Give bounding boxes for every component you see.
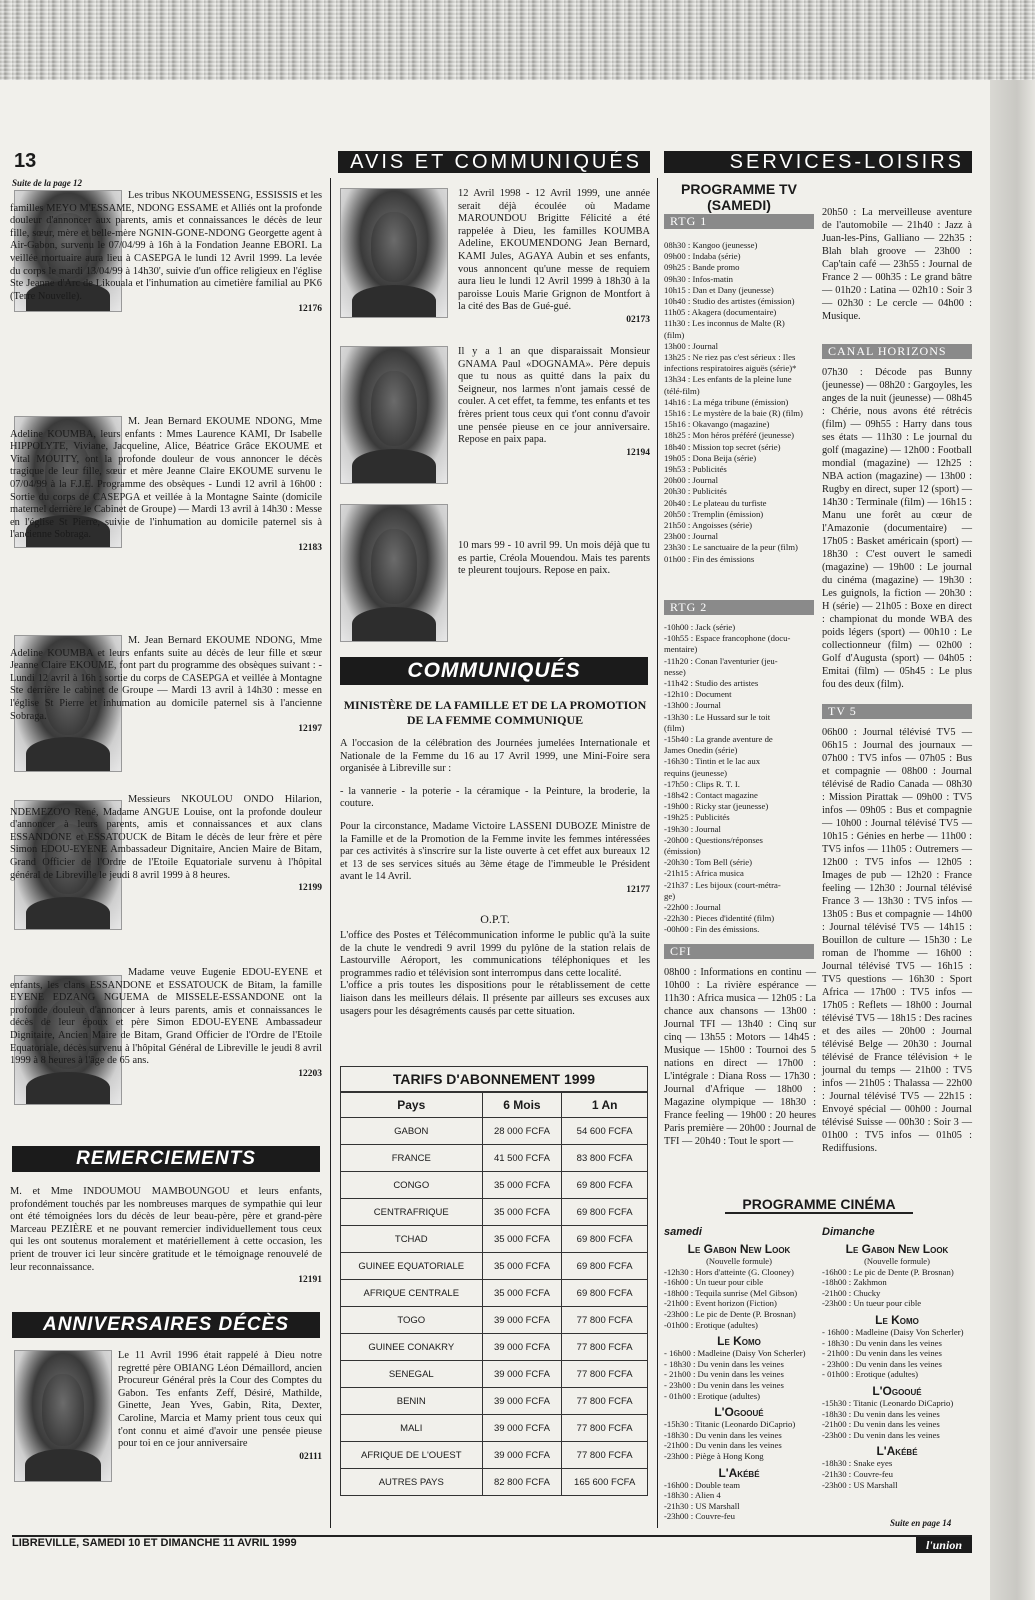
- program-line: -19h00 : Ricky star (jeunesse): [664, 801, 769, 812]
- program-line: 10h15 : Dan et Dany (jeunesse): [664, 284, 774, 295]
- program-line: -11h20 : Conan l'aventurier (jeu-: [664, 655, 778, 666]
- showtime: -23h00 : Du venin dans les veines: [822, 1429, 940, 1440]
- program-line: -11h42 : Studio des artistes: [664, 678, 759, 689]
- showtime: - 18h30 : Du venin dans les veines: [822, 1337, 942, 1348]
- table-cell: 35 000 FCFA: [482, 1226, 562, 1253]
- ministere-title: MINISTÈRE DE LA FAMILLE ET DE LA PROMOTION DE LA FEMME COMMUNIQUE: [343, 698, 647, 727]
- program-line: 01h00 : Fin des émissions: [664, 553, 755, 564]
- showtime: -18h30 : Alien 4: [664, 1490, 721, 1501]
- table-cell: 77 800 FCFA: [562, 1334, 648, 1361]
- table-row: [341, 1280, 648, 1307]
- table-row: [341, 1253, 648, 1280]
- table-row: [341, 1307, 648, 1334]
- remerciements-banner: REMERCIEMENTS: [12, 1146, 320, 1172]
- table-cell: TCHAD: [341, 1226, 483, 1253]
- section-header-services: SERVICES-LOISIRS: [664, 151, 972, 173]
- program-line: mentaire): [664, 644, 698, 655]
- channel-header-rtg1: RTG 1: [664, 214, 814, 229]
- table-cell: SENEGAL: [341, 1361, 483, 1388]
- showtime: - 21h00 : Du venin dans les veines: [664, 1369, 784, 1380]
- table-cell: 83 800 FCFA: [562, 1145, 648, 1172]
- table-row: [341, 1226, 648, 1253]
- program-line: -13h30 : Le Hussard sur le toit: [664, 711, 771, 722]
- program-line: 13h00 : Journal: [664, 340, 719, 351]
- showtime: -21h00 : Event horizon (Fiction): [664, 1298, 777, 1309]
- table-cell: AFRIQUE DE L'OUEST: [341, 1442, 483, 1469]
- obituary-notice: 10 mars 99 - 10 avril 99. Un mois déjà que tu es partie, Créola Mouendou. Mais tes parents te pleurent toujours. Repose en paix.: [458, 540, 650, 577]
- showtime: -21h00 : Du venin dans les veines: [822, 1419, 940, 1430]
- table-cell: 35 000 FCFA: [482, 1172, 562, 1199]
- portrait-photo: [14, 1350, 112, 1482]
- showtime: -18h30 : Snake eyes: [822, 1458, 893, 1469]
- page-edge: [990, 80, 1035, 1600]
- obituary-notice: Madame veuve Eugenie EDOU-EYENE et enfants, les clans ESSANDONE et ESSATOUCK de Bitam, la famille EYENE EDZANG NGUEMA de MISSELE-ESSANDONE ont la profonde douleur d'annoncer à leurs parents, amis et connaissances le décès de leur époux et père Simon EDOU-EYENE Ambassadeur Dignitaire, Ancien Maire de Bitam, Grand Officier de l'Ordre de l'Etoile Equatoriale, décès survenu à l'hôpital Général de Libreville le jeudi 8 avril 1999 à 8 heures à l'âge de 65 ans. 12203: [10, 967, 322, 1079]
- table-cell: 39 000 FCFA: [482, 1415, 562, 1442]
- showtime: -23h00 : US Marshall: [822, 1479, 898, 1490]
- table-row: [341, 1361, 648, 1388]
- tarifs-box: [340, 1066, 648, 1496]
- table-row: [341, 1172, 648, 1199]
- program-line: 23h00 : Journal: [664, 531, 719, 542]
- program-line: 14h16 : La méga tribune (émission): [664, 396, 789, 407]
- program-line: nesse): [664, 666, 686, 677]
- showtime: -18h00 : Zakhmon: [822, 1277, 887, 1288]
- opt-communique: L'office des Postes et Télécommunication informe le public qu'à la suite de la chute le vendredi 9 avril 1999 du pylône de la station relais de Lastourville Aéroport, les communications téléphoniques et les programmes radio et télévision sont interrompus dans cette localité. L'office a pris toutes les dispositions pour le rétablissement de cette liaison dans les meilleurs délais. Il présente par ailleurs ses excuses aux usagers pour les désagréments causés par cette situation.: [340, 930, 650, 1017]
- table-cell: GUINEE EQUATORIALE: [341, 1253, 483, 1280]
- table-cell: CENTRAFRIQUE: [341, 1199, 483, 1226]
- showtime: -16h00 : Un tueur pour cible: [664, 1277, 764, 1288]
- tv5-schedule: 06h00 : Journal télévisé TV5 — 06h15 : Journal des journaux — 07h00 : TV5 infos — 07h05 : Bus et compagnie — 08h00 : Journal télévisé de Radio Canada — 08h30 : Mission Pirattak — 09h00 : TV5 infos — 09h05 : Bus et compagnie — 10h00 : Journal télévisé TV5 — 10h15 : Génies en herbe — 11h00 : TV5 infos — 11h05 : Outremers — 12h00 : TV5 infos — 12h05 : Images de pub — 12h20 : France feeling — 12h30 : Journal télévisé France 3 — 13h30 : TV5 infos — 13h05 : Bus et compagnie — 14h00 : Journal télévisé TV5 — 14h15 : Bouillon de culture — 15h30 : Le roman de l'homme — 16h00 : Journal télévisé TV5 — 16h15 : TV5 questions — 16h30 : Sport Africa — 17h00 : TV5 infos — 17h05 : Reflets — 18h00 : Journal télévisé TV5 — 18h15 : Des racines et des ailes — 20h00 : Journal télévisé Belge — 20h30 : Journal télévisé de France télévision + le journal du temps — 21h00 : TV5 infos — 21h05 : Thalassa — 22h00 : Journal télévisé TV5 — 22h15 : Envoyé spécial — 00h00 : Journal télévisé Suisse — 00h30 : Soir 3 — 01h00 : TV5 infos — 01h05 : Rediffusions.: [822, 727, 972, 1154]
- table-cell: 69 800 FCFA: [562, 1172, 648, 1199]
- program-line: 15h16 : Le mystère de la baie (R) (film): [664, 408, 803, 419]
- table-cell: 39 000 FCFA: [482, 1388, 562, 1415]
- table-row: [341, 1199, 648, 1226]
- program-line: (émission): [664, 846, 701, 857]
- program-line: -22h30 : Pieces d'identité (film): [664, 913, 775, 924]
- program-line: requins (jeunesse): [664, 767, 727, 778]
- theatre-subtitle: (Nouvelle formule): [864, 1256, 930, 1266]
- program-line: -10h00 : Jack (série): [664, 622, 736, 632]
- table-cell: 77 800 FCFA: [562, 1361, 648, 1388]
- table-cell: TOGO: [341, 1307, 483, 1334]
- table-row: [341, 1388, 648, 1415]
- table-cell: 35 000 FCFA: [482, 1253, 562, 1280]
- showtime: - 23h00 : Du venin dans les veines: [822, 1358, 942, 1369]
- program-line: -19h30 : Journal: [664, 823, 721, 834]
- showtime: - 18h30 : Du venin dans les veines: [664, 1358, 784, 1369]
- table-cell: 41 500 FCFA: [482, 1145, 562, 1172]
- cinema-title: PROGRAMME CINÉMA: [725, 1196, 913, 1214]
- program-line: 09h25 : Bande promo: [664, 262, 740, 273]
- cinema-dimanche: [822, 1226, 972, 1490]
- program-line: 19h05 : Dona Beija (série): [664, 452, 757, 463]
- program-line: 20h30 : Publicités: [664, 486, 727, 497]
- theatre-name: L'Akébé: [876, 1444, 918, 1459]
- program-line: 09h00 : Indaba (série): [664, 251, 741, 262]
- program-line: 21h50 : Angoisses (série): [664, 520, 753, 531]
- obituary-notice: M. Jean Bernard EKOUME NDONG, Mme Adeline KOUMBA, leurs enfants : Mmes Laurence KAMI, Dr Isabelle HIPPOLYTE, Viviane, Jacqueline, Alice, Béatrice Grâce EKOUME et Vital MOUITY, ont la profonde douleur de vous annoncer le décès tragique de leur fille, sœur et mère Jeanne Claire EKOUME survenu le 07/04/99 à la F.J.E. Programme des obsèques - Lundi 12 avril à 16h00 : Sortie du corps de CASEPGA et veillée à la Montagne Sainte (domicile maternel derrière le Cabinet de Groupe) — Mardi 13 avril à 14h30 : Messe en l'église St Pierre, suivie de l'inhumation au domicile paternel sis à l'ancienne Sobraga. 12183: [10, 416, 322, 553]
- program-line: 10h40 : Studio des artistes (émission): [664, 296, 795, 307]
- showtime: - 21h00 : Du venin dans les veines: [822, 1348, 942, 1359]
- table-cell: 28 000 FCFA: [482, 1118, 562, 1145]
- showtime: -01h00 : Erotique (adultes): [664, 1319, 758, 1330]
- rtg1-schedule: [664, 240, 816, 565]
- program-line: -22h00 : Journal: [664, 902, 721, 913]
- tarifs-table: [340, 1092, 648, 1496]
- portrait-photo: [340, 188, 448, 318]
- program-line: (télé-film): [664, 385, 700, 396]
- page-footer: [12, 1535, 972, 1553]
- day-label: Dimanche: [822, 1226, 875, 1238]
- showtime: -23h00 : Piège à Hong Kong: [664, 1450, 764, 1461]
- showtime: -12h30 : Hors d'atteinte (G. Clooney): [664, 1266, 794, 1277]
- table-cell: AUTRES PAYS: [341, 1469, 483, 1496]
- obituary-notice: Les tribus NKOUMESSENG, ESSISSIS et les familles MEYO M'ESSAME, NDONG ESSAME et Alliés ont la profonde douleur d'annoncer aux parents, amis et connaissances le décès de leur fille, sœur, mère et belle-mère NGNIN-GONE-NDONG Georgette agent à Air-Gabon, survenu le 07/04/99 à 16h à la Fondation Jeanne EBORI. La veillée mortuaire aura lieu à CASEPGA le lundi 12 Avril 1999. La levée du corps le mardi 13/04/99 à 14h30', suivie d'un office religieux en l'église Ste Jeanne d'Arc de Likouala et l'inhumation au cimetière familial au PK6 (Terre Nouvelle). 12176: [10, 190, 322, 315]
- program-line: -16h30 : Tintin et le lac aux: [664, 756, 761, 767]
- showtime: - 01h00 : Erotique (adultes): [822, 1369, 919, 1380]
- table-row: [341, 1334, 648, 1361]
- page-number: 13: [14, 150, 37, 172]
- portrait-photo: [340, 346, 448, 484]
- footer-dateline: LIBREVILLE, SAMEDI 10 ET DIMANCHE 11 AVRIL 1999: [12, 1537, 297, 1549]
- tarifs-title: TARIFS D'ABONNEMENT 1999: [340, 1066, 648, 1092]
- program-line: 13h25 : Ne riez pas c'est sérieux : Iles: [664, 352, 796, 363]
- program-line: 20h40 : Le plateau du turfiste: [664, 497, 767, 508]
- obituary-notice: 12 Avril 1998 - 12 Avril 1999, une année serait déjà écoulée où Madame MAROUNDOU Brigitte Félicité a été rappelée à Dieu, les familles KOUMBA Adeline, EKOUMENDONG Jean Bernard, KAMI Jules, AGAYA Aubin et ses enfants, vous annoncent qu'une messe de requiem aura lieu le lundi 12 Avril 1999 à 18h30 à la paroisse Louis Marie Grignon de Montfort à la cité des Bas de Gué-gué. 02173: [458, 188, 650, 325]
- cfi-schedule: 08h00 : Informations en continu — 10h00 : La rivière espérance — 11h30 : Africa musica — 12h05 : La chance aux chansons — 13h00 : Journal TFI — 13h40 : Cinq sur cinq — 13h55 : Motors — 14h45 : Musique — 15h00 : Tournoi des 5 nations en direct — 17h00 : L'intégrale : Diana Ross — 17h30 : Journal d'Afrique — 18h00 : Magazine olympique — 18h30 : France feeling — 19h00 : 20 heures Paris première — 20h00 : Journal de TFI — 20h40 : Tout le sport —: [664, 967, 816, 1147]
- program-line: 19h53 : Publicités: [664, 464, 727, 475]
- table-cell: 69 800 FCFA: [562, 1280, 648, 1307]
- showtime: -15h30 : Titanic (Leonardo DiCaprio): [822, 1397, 954, 1408]
- showtime: -16h00 : Le pic de Dente (P. Brosnan): [822, 1266, 954, 1277]
- program-line: infections respiratoires aiguës (série)*: [664, 363, 797, 374]
- channel-header-canal-horizons: CANAL HORIZONS: [822, 344, 972, 359]
- showtime: -23h00 : Le pic de Dente (P. Brosnan): [664, 1308, 796, 1319]
- table-cell: GABON: [341, 1118, 483, 1145]
- channel-header-rtg2: RTG 2: [664, 600, 814, 615]
- table-cell: AFRIQUE CENTRALE: [341, 1280, 483, 1307]
- program-line: -17h50 : Clips R. T. I.: [664, 778, 740, 789]
- showtime: -16h00 : Double team: [664, 1479, 740, 1490]
- remerciements-notice: M. et Mme INDOUMOU MAMBOUNGOU et leurs enfants, profondément touchés par les nombreuses marques de sympathie qui leur ont été témoignées lors du décès de leur beau-père, père et grand-père Marceau PEZIÈRE et ne pouvant remercier individuellement tous ceux qui les ont soutenus moralement et matériellement à cette occasion, les prient de trouver ici leur sincère gratitude et le témoignage renouvelé de leur reconnaissance. 12191: [10, 1186, 322, 1286]
- column-header: Pays: [341, 1093, 483, 1118]
- table-cell: 39 000 FCFA: [482, 1334, 562, 1361]
- table-row: [341, 1145, 648, 1172]
- theatre-name: L'Akébé: [718, 1465, 760, 1480]
- table-cell: 69 800 FCFA: [562, 1253, 648, 1280]
- table-cell: 165 600 FCFA: [562, 1469, 648, 1496]
- showtime: - 16h00 : Madleine (Daisy Von Scherler): [822, 1326, 964, 1337]
- channel-header-cfi: CFI: [664, 944, 814, 959]
- showtime: - 23h00 : Du venin dans les veines: [664, 1379, 784, 1390]
- table-row: [341, 1469, 648, 1496]
- table-cell: 77 800 FCFA: [562, 1388, 648, 1415]
- opt-title: O.P.T.: [480, 912, 510, 926]
- showtime: -18h30 : Du venin dans les veines: [822, 1408, 940, 1419]
- table-cell: CONGO: [341, 1172, 483, 1199]
- day-label: samedi: [664, 1226, 702, 1238]
- table-cell: 39 000 FCFA: [482, 1442, 562, 1469]
- tv-program-title: PROGRAMME TV (SAMEDI): [681, 181, 797, 213]
- table-cell: 77 800 FCFA: [562, 1307, 648, 1334]
- obituary-notice: M. Jean Bernard EKOUME NDONG, Mme Adeline KOUMBA et leurs enfants suite au décès de leur fille et sœur Jeanne Claire EKOUME, font part du programme des obsèques suivant : - Lundi 12 avril à 16h : sortie du corps de CASEPGA et veillée à Montagne Ste derrière le cabinet de Groupe — Mardi 13 avril à 14h30 : messe en l'église St Pierre et inhumation au domicile paternel sis à l'ancienne Sobraga. 12197: [10, 635, 322, 735]
- showtime: -15h30 : Titanic (Leonardo DiCaprio): [664, 1419, 796, 1430]
- table-cell: 69 800 FCFA: [562, 1226, 648, 1253]
- table-cell: 69 800 FCFA: [562, 1199, 648, 1226]
- showtime: -21h30 : Couvre-feu: [822, 1468, 893, 1479]
- table-cell: 77 800 FCFA: [562, 1415, 648, 1442]
- table-cell: 35 000 FCFA: [482, 1280, 562, 1307]
- table-cell: 39 000 FCFA: [482, 1307, 562, 1334]
- france2-schedule: 20h50 : La merveilleuse aventure de l'automobile — 21h40 : Jazz à Juan-les-Pins, Galliano — 22h35 : Blah blah groove — 23h00 : Cap'tain café — 23h55 : Journal de France 2 — 00h35 : Le grand bâtre — 01h20 : Latina — 02h10 : Soir 3 — 02h30 : Le cercle — 04h00 : Musique.: [822, 207, 972, 322]
- showtime: -21h00 : Chucky: [822, 1287, 881, 1298]
- program-line: ge): [664, 890, 676, 901]
- showtime: -18h00 : Tequila sunrise (Mel Gibson): [664, 1287, 798, 1298]
- anniversaires-banner: ANNIVERSAIRES DÉCÈS: [12, 1312, 320, 1338]
- newspaper-logo: l'union: [916, 1537, 972, 1553]
- program-line: 18h25 : Mon héros préféré (jeunesse): [664, 430, 795, 441]
- obituary-notice: Messieurs NKOULOU ONDO Hilarion, NDEMEZO'O René, Madame ANGUE Louise, ont la profonde douleur d'annoncer à leurs parents, amis et connaissances et aux clans ESSANDONE et ESSATOUCK de Bitam le décès de leur frère et père Simon EDOU-EYENE Ambassadeur Dignitaire, Ancien Maire de Bitam, Grand Officier de l'Ordre de l'Etoile Equatoriale survenu à l'hôpital général de Libreville le jeudi 8 avril 1999 à 8 heures. 12199: [10, 794, 322, 894]
- program-line: -21h37 : Les bijoux (court-métra-: [664, 879, 781, 890]
- table-row: [341, 1415, 648, 1442]
- program-line: 09h30 : Infos-matin: [664, 273, 734, 284]
- theatre-name: Le Komo: [717, 1334, 761, 1349]
- program-line: 13h34 : Les enfants de la pleine lune: [664, 374, 792, 385]
- program-line: 11h05 : Akagera (documentaire): [664, 307, 777, 318]
- table-row: [341, 1118, 648, 1145]
- table-row: [341, 1442, 648, 1469]
- continued-to: Suite en page 14: [890, 1518, 952, 1528]
- table-cell: 54 600 FCFA: [562, 1118, 648, 1145]
- theatre-name: L'Ogooué: [714, 1405, 764, 1420]
- table-cell: BENIN: [341, 1388, 483, 1415]
- program-line: -00h00 : Fin des émissions.: [664, 924, 760, 935]
- table-cell: GUINEE CONAKRY: [341, 1334, 483, 1361]
- table-cell: 39 000 FCFA: [482, 1361, 562, 1388]
- program-line: -18h42 : Contact magazine: [664, 790, 758, 801]
- theatre-name: L'Ogooué: [872, 1383, 922, 1398]
- continued-from: Suite de la page 12: [12, 178, 82, 188]
- obituary-notice: Il y a 1 an que disparaissait Monsieur GNAMA Paul «DOGNAMA». Père depuis que tu nous as quitté dans la paix du Seigneur, nos larmes n'ont jamais cessé de couler. A cet effet, ta femme, tes enfants et tes frères prient tous ceux qui t'ont connu d'avoir une pensée pieuse en ce jour anniversaire. Repose en paix papa. 12194: [458, 346, 650, 458]
- column-header: 1 An: [562, 1093, 648, 1118]
- program-line: 18h40 : Mission top secret (série): [664, 441, 781, 452]
- showtime: -21h30 : US Marshall: [664, 1500, 740, 1511]
- program-line: 15h16 : Okavango (magazine): [664, 419, 770, 430]
- theatre-name: Le Komo: [875, 1312, 919, 1327]
- theatre-subtitle: (Nouvelle formule): [706, 1256, 772, 1266]
- showtime: -23h00 : Couvre-feu: [664, 1511, 735, 1522]
- table-cell: 77 800 FCFA: [562, 1442, 648, 1469]
- program-line: -19h25 : Publicités: [664, 812, 730, 823]
- program-line: James Onedin (série): [664, 745, 738, 756]
- table-cell: 35 000 FCFA: [482, 1199, 562, 1226]
- program-line: 20h00 : Journal: [664, 475, 719, 486]
- table-cell: FRANCE: [341, 1145, 483, 1172]
- program-line: 08h30 : Kangoo (jeunesse): [664, 240, 758, 250]
- program-line: -10h55 : Espace francophone (docu-: [664, 633, 791, 644]
- showtime: - 01h00 : Erotique (adultes): [664, 1390, 761, 1401]
- table-cell: 82 800 FCFA: [482, 1469, 562, 1496]
- program-line: 20h50 : Tremplin (émission): [664, 508, 764, 519]
- program-line: -20h00 : Questions/réponses: [664, 834, 763, 845]
- theatre-name: Le Gabon New Look: [687, 1242, 791, 1256]
- showtime: -18h30 : Du venin dans les veines: [664, 1429, 782, 1440]
- section-header-avis: AVIS ET COMMUNIQUÉS: [338, 151, 650, 173]
- canal-horizons-schedule: 07h30 : Décode pas Bunny (jeunesse) — 08h20 : Gargoyles, les anges de la nuit (jeunesse) — 08h45 : Chérie, nous avons été rétrécis (film) — 09h55 : Harry dans tous ses états — 11h30 : Le journal du golf (magazine) — 12h00 : Football mondial (magazine) — 12h25 : NBA action (magazine) — 13h00 : Rugby en direct, super 12 (sport) — 14h30 : Terminale (film) — 16h15 : Manu une forêt au cœur de l'Amazonie (documentaire) — 17h05 : Basket américain (sport) — 18h30 : C'est ouvert le samedi (magazine) — 19h00 : Le journal du cinéma (magazine) — 19h30 : Les guignols, la fiction — 20h30 : H (série) — 21h05 : Boxe en direct : championat du monde WBA des poids légers (sport) — 00h10 : Le collectionneur (film) — 02h00 : Golf d'Augusta (sport) — 04h05 : Emitai (film) — 05h45 : Le plus fou des deux (film).: [822, 367, 972, 690]
- showtime: -23h00 : Un tueur pour cible: [822, 1298, 922, 1309]
- theatre-name: Le Gabon New Look: [845, 1242, 949, 1256]
- ministere-communique: A l'occasion de la célébration des Journées jumelées Internationale et Nationale de la Femme du 16 au 17 Avril 1999, une Mini-Foire sera organisée à Libreville sur : - la vannerie - la poterie - la céramique - la Peinture, la broderie, la couture. Pour la circonstance, Madame Victoire LASSENI DUBOZE Ministre de la Famille et de la Promotion de la Femme invite les femmes intéressées par ces activités à s'inscrire sur la liste ouverte à cet effet aux bureaux 12 et 13 de ses services situés au 3ème étage de l'immeuble le Président avant le 14 Avril. 12177: [340, 738, 650, 895]
- program-line: -20h30 : Tom Bell (série): [664, 857, 753, 868]
- showtime: -21h00 : Du venin dans les veines: [664, 1440, 782, 1451]
- program-line: -12h10 : Document: [664, 689, 732, 700]
- channel-header-tv5: TV 5: [822, 704, 972, 719]
- program-line: 11h30 : Les inconnus de Malte (R): [664, 318, 785, 329]
- column-header: 6 Mois: [482, 1093, 562, 1118]
- table-cell: MALI: [341, 1415, 483, 1442]
- communiques-banner: COMMUNIQUÉS: [340, 657, 648, 685]
- program-line: -13h00 : Journal: [664, 700, 721, 711]
- portrait-photo: [340, 504, 448, 642]
- program-line: (film): [664, 329, 685, 340]
- showtime: - 16h00 : Madleine (Daisy Von Scherler): [664, 1348, 806, 1359]
- anniversaire-notice: Le 11 Avril 1996 était rappelé à Dieu notre regretté père OBIANG Léon Démaillord, ancien Procureur Général près la Cour des Comptes du Gabon. Tes enfants Zeff, Désiré, Mathilde, Ginette, Jean Yves, Gabin, Rita, Dexter, Caroline, Marcia et Mamy prient tous ceux qui t'ont connu et aimé d'avoir une pensée pieuse pour toi en ce jour anniversaire 02111: [118, 1350, 322, 1462]
- program-line: (film): [664, 722, 685, 733]
- cinema-samedi: [664, 1226, 814, 1522]
- program-line: 23h30 : Le sanctuaire de la peur (film): [664, 542, 798, 553]
- program-line: -21h15 : Africa musica: [664, 868, 744, 879]
- rtg2-schedule: [664, 622, 816, 936]
- program-line: -15h40 : La grande aventure de: [664, 734, 773, 745]
